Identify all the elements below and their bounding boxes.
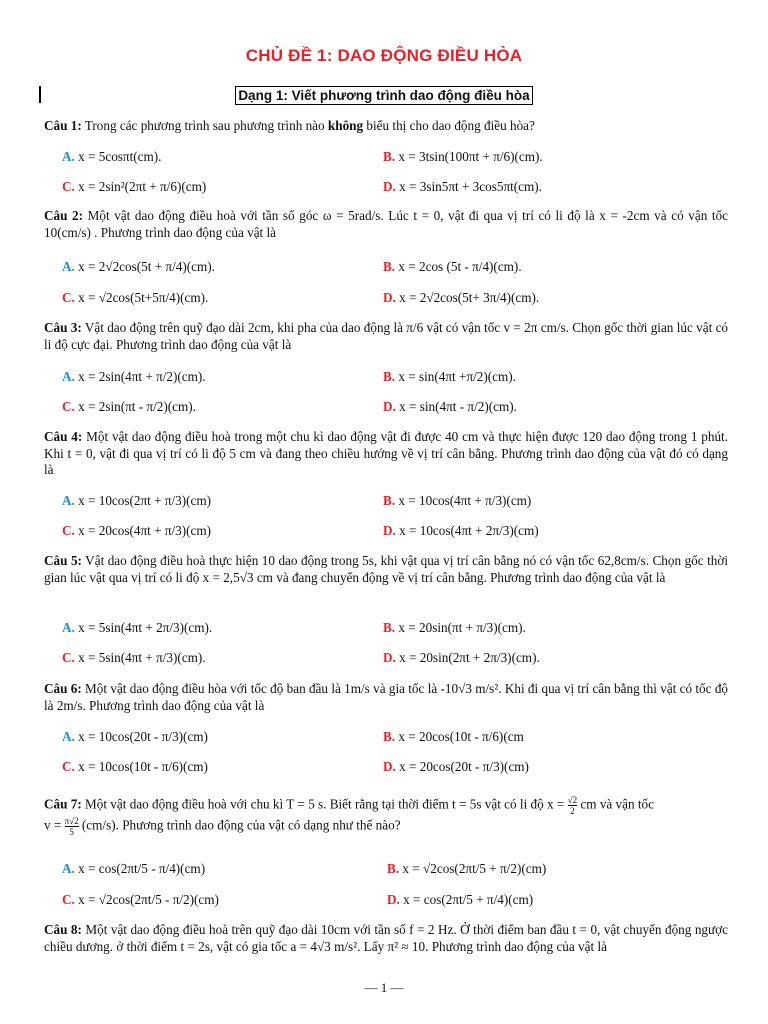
- option-d: [387, 892, 533, 908]
- option-text: x = 20cos(20t - π/3)(cm): [399, 759, 529, 774]
- question-text: (cm/s). Phương trình dao động của vật có dạng như thế nào?: [78, 817, 401, 833]
- page-title: CHỦ ĐỀ 1: DAO ĐỘNG ĐIỀU HÒA: [245, 46, 523, 65]
- option-text: x = 2√2cos(5t+ 3π/4)(cm).: [399, 290, 540, 305]
- option-d: [383, 290, 539, 306]
- question-label: Câu 8:: [44, 922, 82, 937]
- option-text: x = 20sin(2πt + 2π/3)(cm).: [399, 650, 540, 665]
- option-letter: D.: [383, 179, 396, 194]
- option-a: [62, 369, 206, 385]
- option-text: x = √2cos(2πt/5 + π/2)(cm): [402, 861, 547, 876]
- option-b: [383, 259, 522, 275]
- option-letter: D.: [383, 523, 396, 538]
- option-letter: D.: [383, 759, 396, 774]
- option-c: [62, 399, 196, 415]
- option-letter: A.: [62, 861, 75, 876]
- fraction-denominator: 2: [570, 806, 575, 816]
- option-c: [62, 179, 206, 195]
- option-a: [62, 861, 205, 877]
- option-d: [383, 650, 540, 666]
- option-letter: B.: [387, 861, 400, 876]
- option-letter: A.: [62, 259, 75, 274]
- question-text: Vật dao động điều hoà thực hiện 10 dao động trong 5s, khi vật qua vị trí cân bằng nó có vận tốc 62,8cm/s. Chọn gốc thời gian lúc vật qua vị trí có li độ x = 2,5√3 cm và đang chuyển động về vị trí cân bằng. Phương trình dao động của vật là: [44, 553, 729, 585]
- option-text: x = 10cos(10t - π/6)(cm): [78, 759, 208, 774]
- option-text: x = 10cos(4πt + 2π/3)(cm): [399, 523, 539, 538]
- option-text: x = 10cos(4πt + π/3)(cm): [398, 493, 532, 508]
- option-letter: D.: [383, 650, 396, 665]
- question-text: Một vật dao động điều hoà trong một chu kì dao động vật đi được 40 cm và thực hiện được 120 dao động trong 1 phút. Khi t = 0, vật đi qua vị trí có li độ 5 cm và đang theo chiều hướng về vị trí cân bằng. Phương trình dao động của vật đó có dạng là: [44, 429, 729, 477]
- question-3: [44, 320, 728, 353]
- option-letter: C.: [62, 399, 75, 414]
- question-label: Câu 3:: [44, 320, 82, 335]
- option-d: [383, 179, 542, 195]
- option-c: [62, 523, 211, 539]
- option-letter: C.: [62, 290, 75, 305]
- option-text: x = 10cos(20t - π/3)(cm): [78, 729, 208, 744]
- option-d: [383, 759, 529, 775]
- option-text: x = 3tsin(100πt + π/6)(cm).: [398, 149, 543, 164]
- question-label: Câu 7:: [44, 796, 82, 812]
- option-text: x = 5sin(4πt + π/3)(cm).: [78, 650, 206, 665]
- option-letter: C.: [62, 523, 75, 538]
- option-letter: B.: [383, 149, 396, 164]
- option-text: x = sin(4πt - π/2)(cm).: [399, 399, 517, 414]
- option-c: [62, 290, 208, 306]
- option-a: [62, 259, 215, 275]
- option-a: [62, 493, 211, 509]
- option-b: [383, 369, 516, 385]
- question-5: [44, 553, 728, 586]
- option-text: x = 2cos (5t - π/4)(cm).: [398, 259, 522, 274]
- option-letter: B.: [383, 493, 396, 508]
- option-text: x = 5sin(4πt + 2π/3)(cm).: [78, 620, 213, 635]
- option-letter: A.: [62, 620, 75, 635]
- fraction-numerator: π√2: [64, 816, 79, 826]
- option-text: x = 2√2cos(5t + π/4)(cm).: [78, 259, 215, 274]
- option-b: [383, 729, 524, 745]
- option-letter: B.: [383, 620, 396, 635]
- question-text: Trong các phương trình sau phương trình nào: [81, 118, 328, 133]
- option-text: x = sin(4πt +π/2)(cm).: [398, 369, 516, 384]
- option-letter: B.: [383, 729, 396, 744]
- question-text: Một vật dao động điều hoà với chu kì T = 5 s. Biết rằng tại thời điểm t = 5s vật có li độ x =: [81, 796, 568, 812]
- option-letter: A.: [62, 369, 75, 384]
- option-a: [62, 620, 212, 636]
- option-text: x = 3sin5πt + 3cos5πt(cm).: [399, 179, 542, 194]
- question-label: Câu 2:: [44, 208, 84, 223]
- option-text: x = 5cosπt(cm).: [78, 149, 162, 164]
- question-7: [44, 795, 728, 837]
- option-text: x = √2cos(5t+5π/4)(cm).: [78, 290, 209, 305]
- fraction-denominator: 5: [69, 827, 74, 837]
- question-2: [44, 208, 728, 241]
- question-emphasis: không: [327, 118, 364, 133]
- option-letter: D.: [383, 290, 396, 305]
- fraction: [568, 795, 577, 816]
- option-letter: A.: [62, 149, 75, 164]
- question-label: Câu 1:: [44, 118, 82, 133]
- option-letter: A.: [62, 729, 75, 744]
- option-text: x = 2sin(πt - π/2)(cm).: [78, 399, 196, 414]
- section-heading-wrap: [0, 86, 768, 105]
- option-b: [383, 620, 526, 636]
- option-text: x = 2sin²(2πt + π/6)(cm): [78, 179, 207, 194]
- option-letter: D.: [387, 892, 400, 907]
- option-text: x = √2cos(2πt/5 - π/2)(cm): [78, 892, 219, 907]
- fraction: [65, 816, 79, 837]
- option-letter: C.: [62, 650, 75, 665]
- option-b: [383, 149, 543, 165]
- question-label: Câu 6:: [44, 681, 82, 696]
- option-text: x = 20sin(πt + π/3)(cm).: [398, 620, 526, 635]
- option-c: [62, 650, 206, 666]
- fraction-numerator: √2: [567, 795, 578, 805]
- question-label: Câu 5:: [44, 553, 82, 568]
- option-letter: C.: [62, 892, 75, 907]
- option-text: x = 20cos(10t - π/6)(cm: [398, 729, 524, 744]
- page-number: — 1 —: [364, 980, 404, 995]
- option-text: x = cos(2πt/5 - π/4)(cm): [78, 861, 206, 876]
- question-text: Một vật dao động điều hòa với tốc độ ban đầu là 1m/s và gia tốc là -10√3 m/s². Khi đi qua vị trí cân bằng thì vật có tốc độ là 2m/s. Phương trình dao động của vật là: [44, 681, 729, 713]
- option-letter: A.: [62, 493, 75, 508]
- question-text: Một vật dao động điều hoà với tần số góc ω = 5rad/s. Lúc t = 0, vật đi qua vị trí có li độ là x = -2cm và có vận tốc 10(cm/s) . Phương trình dao động của vật là: [44, 208, 728, 240]
- question-label: Câu 4:: [44, 429, 83, 444]
- question-text: cm và vận tốc: [577, 796, 655, 812]
- question-text: Một vật dao động điều hoà trên quỹ đạo dài 10cm với tần số f = 2 Hz. Ở thời điểm ban đầu t = 0, vật chuyển động ngược chiều dương. ở thời điểm t = 2s, vật có gia tốc a = 4√3 m/s². Lấy π² ≈ 10. Phương trình dao động của vật là: [44, 922, 729, 954]
- question-8: [44, 922, 728, 955]
- option-d: [383, 399, 517, 415]
- option-b: [383, 493, 531, 509]
- question-6: [44, 681, 728, 714]
- option-letter: D.: [383, 399, 396, 414]
- option-letter: C.: [62, 759, 75, 774]
- question-4: [44, 429, 728, 479]
- question-text: v =: [44, 817, 65, 833]
- option-b: [387, 861, 546, 877]
- option-c: [62, 892, 219, 908]
- section-heading: Dạng 1: Viết phương trình dao động điều hòa: [235, 86, 532, 105]
- option-letter: B.: [383, 369, 396, 384]
- option-d: [383, 523, 539, 539]
- option-text: x = cos(2πt/5 + π/4)(cm): [403, 892, 534, 907]
- option-letter: C.: [62, 179, 75, 194]
- option-letter: B.: [383, 259, 396, 274]
- question-text: biểu thị cho dao động điều hòa?: [363, 118, 535, 133]
- option-text: x = 20cos(4πt + π/3)(cm): [78, 523, 212, 538]
- option-a: [62, 729, 208, 745]
- option-text: x = 10cos(2πt + π/3)(cm): [78, 493, 212, 508]
- option-c: [62, 759, 208, 775]
- question-1: [44, 118, 728, 135]
- option-text: x = 2sin(4πt + π/2)(cm).: [78, 369, 206, 384]
- question-text: Vật dao động trên quỹ đạo dài 2cm, khi pha của dao động là π/6 vật có vận tốc v = 2π cm/s. Chọn gốc thời gian lúc vật có li độ cực đại. Phương trình dao động của vật là: [44, 320, 729, 352]
- option-a: [62, 149, 161, 165]
